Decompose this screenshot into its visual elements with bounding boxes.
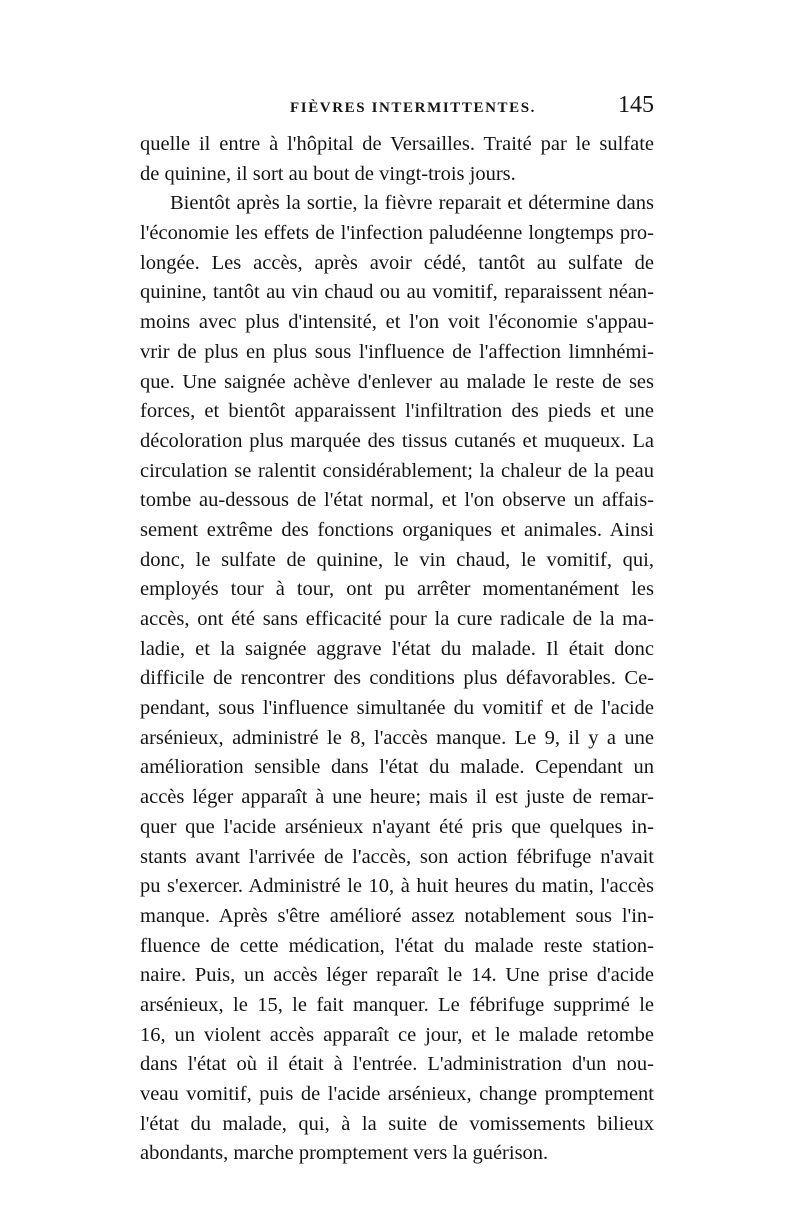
text-line: accès, ont été sans efficacité pour la cure radicale de la ma- — [140, 608, 654, 630]
text-line: quelle il entre à l'hôpital de Versailles. Traité par le sulfate — [140, 133, 654, 155]
text-line: arsénieux, administré le 8, l'accès manque. Le 9, il y a une — [140, 726, 654, 749]
text-line: amélioration sensible dans l'état du malade. Cependant un — [140, 756, 654, 779]
text-line: longée. Les accès, après avoir cédé, tantôt au sulfate de — [140, 251, 654, 274]
text-line: employés tour à tour, ont pu arrêter momentanément les — [140, 578, 654, 601]
text-line: Bientôt après la sortie, la fièvre reparait et détermine dans — [170, 192, 654, 215]
text-line: vrir de plus en plus sous l'influence de l'affection limnhémi- — [140, 340, 654, 363]
text-line: l'état du malade, qui, à la suite de vomissements bilieux — [140, 1112, 654, 1135]
text-line: donc, le sulfate de quinine, le vin chaud, le vomitif, qui, — [140, 548, 654, 571]
text-line: quinine, tantôt au vin chaud ou au vomitif, reparaissent néan- — [140, 281, 654, 304]
text-line: forces, et bientôt apparaissent l'infiltration des pieds et une — [140, 400, 654, 423]
text-line: de quinine, il sort au bout de vingt-trois jours. — [140, 162, 516, 185]
text-line: l'économie les effets de l'infection paludéenne longtemps pro- — [140, 222, 654, 245]
text-line: sement extrême des fonctions organiques et animales. Ainsi — [140, 518, 654, 541]
text-line: décoloration plus marquée des tissus cutanés et muqueux. La — [140, 429, 654, 452]
text-line: fluence de cette médication, l'état du malade reste station- — [140, 934, 654, 957]
text-line: abondants, marche promptement vers la guérison. — [140, 1142, 549, 1165]
text-line: ladie, et la saignée aggrave l'état du malade. Il était donc — [140, 637, 654, 660]
text-line: dans l'état où il était à l'entrée. L'administration d'un nou- — [140, 1053, 654, 1076]
text-line: circulation se ralentit considérablement; la chaleur de la peau — [140, 459, 654, 482]
text-line: pendant, sous l'influence simultanée du vomitif et de l'acide — [140, 697, 654, 720]
text-line: manque. Après s'être amélioré assez notablement sous l'in- — [140, 904, 654, 927]
text-line: arsénieux, le 15, le fait manquer. Le fébrifuge supprimé le — [140, 993, 654, 1016]
text-line: naire. Puis, un accès léger reparaît le 14. Une prise d'acide — [140, 964, 654, 987]
running-title: FIÈVRES INTERMITTENTES. — [290, 100, 537, 116]
body-text — [140, 130, 654, 1169]
text-line: que. Une saignée achève d'enlever au malade le reste de ses — [140, 370, 654, 393]
text-line: accès léger apparaît à une heure; mais il est juste de remar- — [140, 786, 654, 809]
text-line: pu s'exercer. Administré le 10, à huit heures du matin, l'accès — [140, 875, 654, 898]
text-line: quer que l'acide arsénieux n'ayant été pris que quelques in- — [140, 815, 654, 838]
text-line: tombe au-dessous de l'état normal, et l'on observe un affais- — [140, 489, 654, 512]
text-line: moins avec plus d'intensité, et l'on voit l'économie s'appau- — [140, 311, 654, 334]
text-line: veau vomitif, puis de l'acide arsénieux, change promptement — [140, 1083, 654, 1105]
text-line: difficile de rencontrer des conditions plus défavorables. Ce- — [140, 667, 654, 690]
text-line: 16, un violent accès apparaît ce jour, et le malade retombe — [140, 1023, 654, 1046]
text-line: stants avant l'arrivée de l'accès, son action fébrifuge n'avait — [140, 845, 654, 868]
running-head — [140, 92, 654, 126]
page-number: 145 — [618, 92, 654, 118]
